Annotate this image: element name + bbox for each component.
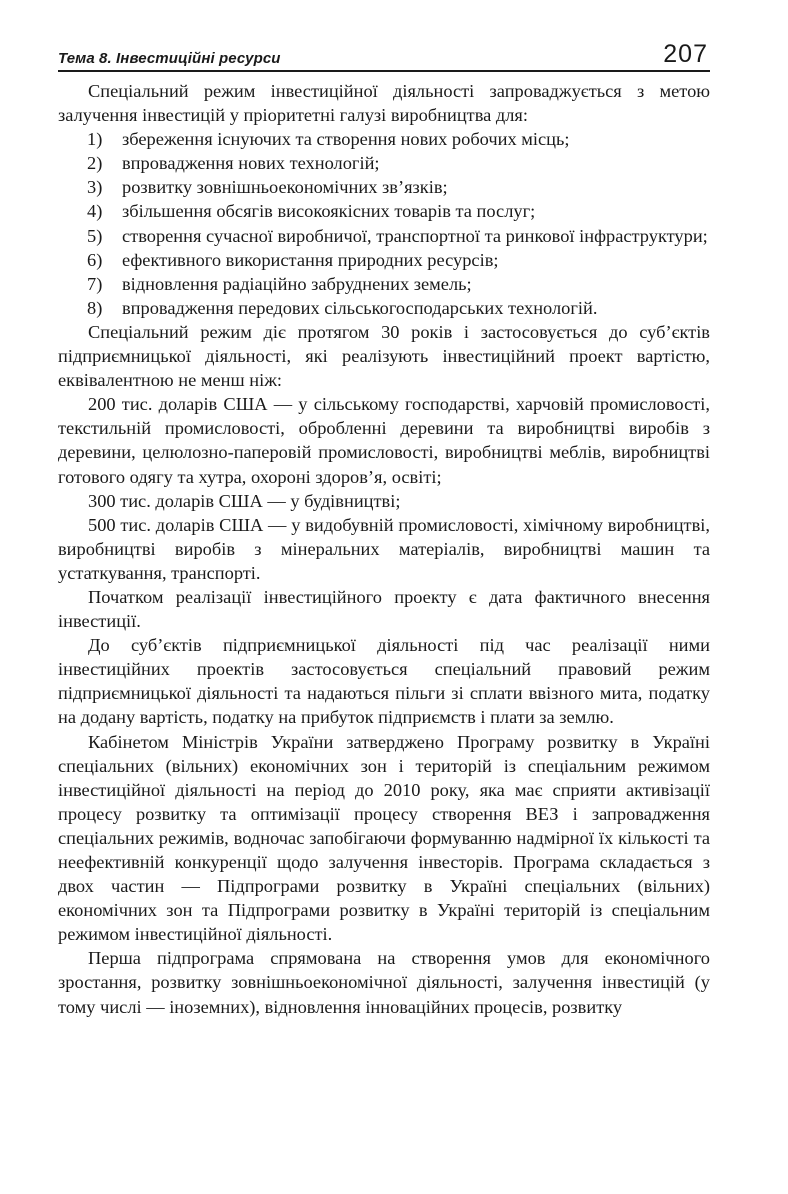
list-item: [58, 151, 710, 175]
threshold-500-paragraph: 500 тис. доларів США — у видобувній промисловості, хімічному виробництві, виробництві виробів з мінеральних матеріалів, виробництві машин та устаткування, транспорті.: [58, 514, 710, 583]
page-number: 207: [663, 40, 708, 68]
project-start-paragraph: Початком реалізації інвестиційного проекту є дата фактичного внесення інвестиції.: [58, 586, 710, 632]
cabinet-program-paragraph: Кабінетом Міністрів України затверджено Програму розвитку в Україні спеціальних (вільних) економічних зон і територій із спеціальним режимом інвестиційної діяльності на період до 2010 року, яка має сприяти активізації процесу розвитку та оптимізації процесу створення ВЕЗ і запровадження спеціальних режимів, водночас запобігаючи формуванню надмірної їх кількості та неефективній конкуренції щодо залучення інвесторів. Програма складається з двох частин — Підпрограми розвитку в Україні спеціальних (вільних) економічних зон та Підпрограми розвитку в Україні територій із спеціальним режимом інвестиційної діяльності.: [58, 731, 710, 945]
list-item: [58, 224, 710, 248]
threshold-200-paragraph: 200 тис. доларів США — у сільському господарстві, харчовій промисловості, текстильній промисловості, обробленні деревини та виробництві виробів з деревини, целюлозно-паперовій промисловості, виробництві меблів, виробництві готового одягу та хутра, охороні здоров’я, освіті;: [58, 394, 710, 487]
list-number: 3): [87, 177, 103, 198]
chapter-title: Тема 8. Інвестиційні ресурси: [58, 50, 281, 67]
list-item: [58, 127, 710, 151]
list-number: 1): [87, 129, 103, 150]
list-number: 8): [87, 297, 103, 318]
intro-paragraph: Спеціальний режим інвестиційної діяльності запроваджується з метою залучення інвестицій у пріоритетні галузі виробництва для:: [58, 81, 710, 126]
benefits-paragraph: До суб’єктів підприємницької діяльності під час реалізації ними інвестиційних проектів застосовується спеціальний правовий режим підприємницької діяльності та надаються пільги зі сплати ввізного мита, податку на додану вартість, податку на прибуток підприємств і плати за землю.: [58, 635, 710, 728]
list-number: 4): [87, 201, 103, 222]
list-item-text: збільшення обсягів високоякісних товарів та послуг;: [122, 201, 536, 222]
list-item: [58, 272, 710, 296]
list-item-text: розвитку зовнішньоекономічних зв’язків;: [122, 177, 448, 198]
list-item: [58, 199, 710, 223]
list-item: [58, 248, 710, 272]
list-item-text: впровадження передових сільськогосподарських технологій.: [122, 297, 598, 318]
first-subprogram-paragraph: Перша підпрограма спрямована на створення умов для економічного зростання, розвитку зовнішньоекономічної діяльності, залучення інвестицій (у тому числі — іноземних), відновлення інноваційних процесів, розвитку: [58, 948, 710, 1017]
running-header: [58, 40, 710, 72]
list-item-text: створення сучасної виробничої, транспортної та ринкової інфраструктури;: [122, 225, 708, 246]
list-number: 2): [87, 153, 103, 174]
list-item: [58, 296, 710, 320]
term-paragraph: Спеціальний режим діє протягом 30 років і застосовується до суб’єктів підприємницької діяльності, які реалізують інвестиційний проект вартістю, еквівалентною не менш ніж:: [58, 321, 710, 391]
list-item-text: відновлення радіаційно забруднених земель;: [122, 273, 472, 294]
body-text: [58, 79, 710, 1019]
list-item-text: збереження існуючих та створення нових робочих місць;: [122, 129, 570, 150]
list-item-text: ефективного використання природних ресурсів;: [122, 249, 499, 270]
list-item: [58, 175, 710, 199]
list-number: 6): [87, 249, 103, 270]
purpose-list: [58, 127, 710, 320]
threshold-300-paragraph: 300 тис. доларів США — у будівництві;: [88, 490, 401, 511]
list-number: 7): [87, 273, 103, 294]
list-number: 5): [87, 225, 103, 246]
list-item-text: впровадження нових технологій;: [122, 153, 380, 174]
